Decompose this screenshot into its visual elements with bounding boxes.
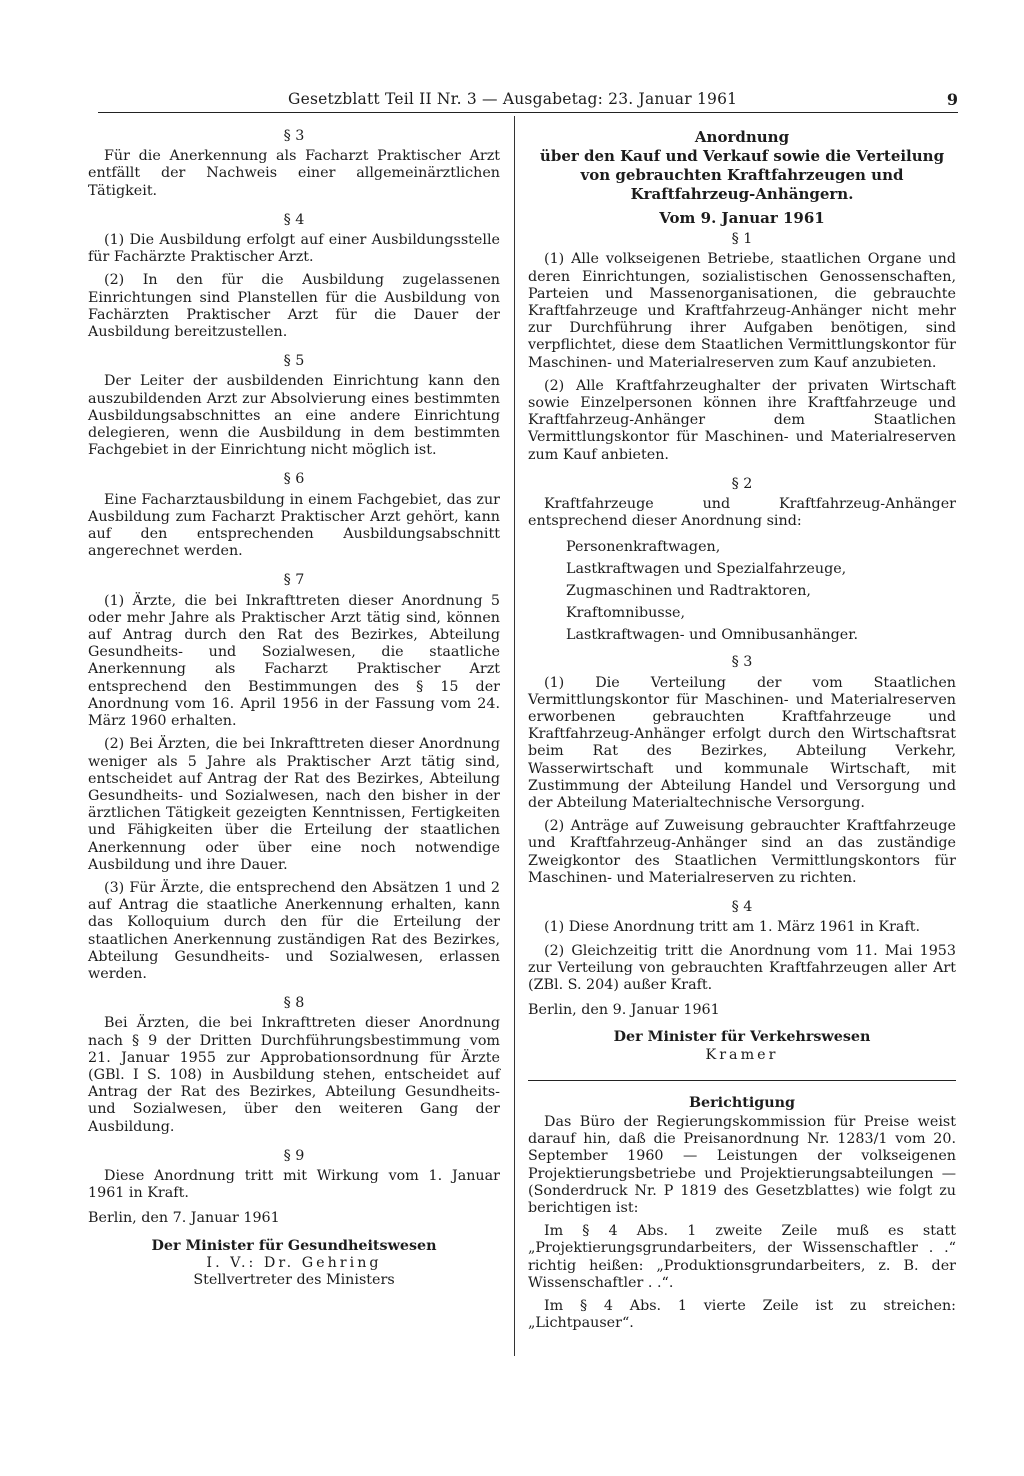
list-item: Kraftomnibusse, (566, 605, 686, 622)
section-heading: § 3 (731, 654, 753, 671)
title-line: über den Kauf und Verkauf sowie die Verteilung (539, 147, 945, 165)
signature-minister: Der Minister für Gesundheitswesen (151, 1237, 437, 1254)
section-heading: § 2 (731, 475, 753, 492)
signature-block (88, 1238, 500, 1290)
title-line: von gebrauchten Kraftfahrzeugen und (580, 166, 904, 184)
paragraph: Der Leiter der ausbildenden Einrichtung kann den auszubildenden Arzt zur Absolvierung eines bestimmten Ausbildungsabschnittes an eine andere Einrichtung delegieren, wenn die Ausbildung in dem bestimmten Fachgebiet in der Einrichtung nicht möglich ist. (88, 373, 500, 459)
paragraph: (2) Gleichzeitig tritt die Anordnung vom 11. Mai 1953 zur Verteilung von gebrauchten Kraftfahrzeugen aller Art (ZBl. S. 204) außer Kraft. (528, 942, 956, 993)
list-item: Zugmaschinen und Radtraktoren, (566, 583, 811, 600)
paragraph: (1) Diese Anordnung tritt am 1. März 1961 in Kraft. (544, 919, 921, 936)
signature-minister: Der Minister für Verkehrswesen (613, 1029, 871, 1046)
section-heading: § 4 (731, 899, 753, 916)
header-title: Gesetzblatt Teil II Nr. 3 — Ausgabetag: 23. Januar 1961 (288, 90, 738, 108)
paragraph: (2) In den für die Ausbildung zugelassenen Einrichtungen sind Planstellen für die Ausbildung von Fachärzten Praktischer Arzt für die Dauer der Ausbildung bereitzustellen. (88, 272, 500, 341)
section-heading: § 1 (731, 231, 753, 248)
section-heading: § 4 (283, 211, 305, 228)
place-date: Berlin, den 9. Januar 1961 (528, 1002, 720, 1019)
paragraph: (2) Bei Ärzten, die bei Inkrafttreten dieser Anordnung weniger als 5 Jahre als Praktischer Arzt tätig sind, entscheidet auf Antrag der Rat des Bezirkes, Abteilung Gesundheits- und Sozialwesen, nach den bisher in der ärztlichen Tätigkeit gezeigten Kenntnissen, Fertigkeiten und Fähigkeiten über die Erteilung der staatlichen Anerkennung oder über eine noch notwendige Ausbildung und ihre Dauer. (88, 736, 500, 873)
right-column (528, 128, 956, 1338)
correction-heading: Berichtigung (688, 1094, 796, 1111)
signature-block (528, 1029, 956, 1063)
signature-name: I. V.: Dr. Gehring (206, 1254, 382, 1271)
page-header (98, 88, 958, 114)
vehicle-list (566, 536, 956, 646)
list-item: Personenkraftwagen, (566, 539, 721, 556)
paragraph: Im § 4 Abs. 1 zweite Zeile muß es statt „Projektierungsgrundarbeiters, der Wissenschaftler . .“ richtig heißen: „Produktionsgrundarbeiters, z. B. der Wissenschaftler . .“. (528, 1223, 956, 1291)
signature-name: Kramer (705, 1046, 779, 1063)
paragraph: Kraftfahrzeuge und Kraftfahrzeug-Anhänger entsprechend dieser Anordnung sind: (528, 496, 956, 530)
paragraph: (3) Für Ärzte, die entsprechend den Absätzen 1 und 2 auf Antrag die staatliche Anerkennung erhalten, kann das Kolloquium durch den für die Erteilung der staatlichen Anerkennung zuständigen Rat des Bezirkes, Abteilung Gesundheits- und Sozialwesen, erlassen werden. (88, 879, 500, 982)
header-rule (98, 112, 958, 113)
paragraph: Eine Facharztausbildung in einem Fachgebiet, das zur Ausbildung zum Facharzt Praktischer Arzt gehört, kann auf den entsprechenden Ausbildungsabschnitt angerechnet werden. (88, 491, 500, 560)
title-line: Anordnung (694, 128, 790, 146)
title-line: Kraftfahrzeug-Anhängern. (630, 185, 854, 203)
ordinance-date: Vom 9. Januar 1961 (659, 209, 825, 227)
paragraph: Bei Ärzten, die bei Inkrafttreten dieser Anordnung nach § 9 der Dritten Durchführungsbestimmung vom 21. Januar 1955 zur Approbationsordnung für Ärzte (GBl. I S. 108) in Ausbildung stehen, entscheidet auf Antrag der Rat des Bezirkes, Abteilung Gesundheits- und Sozialwesen, über den weiteren Gang der Ausbildung. (88, 1015, 500, 1135)
list-item: Lastkraftwagen und Spezialfahrzeuge, (566, 561, 847, 578)
paragraph: (2) Anträge auf Zuweisung gebrauchter Kraftfahrzeuge und Kraftfahrzeug-Anhänger sind an das zuständige Zweigkontor des Staatlichen Vermittlungskontors für Maschinen- und Materialreserven zu richten. (528, 818, 956, 886)
section-heading: § 9 (283, 1147, 305, 1164)
paragraph: (1) Die Verteilung der vom Staatlichen Vermittlungskontor für Maschinen- und Materialreserven erworbenen gebrauchten Kraftfahrzeuge und Kraftfahrzeug-Anhänger erfolgt durch den Wirtschaftsrat beim Rat des Bezirkes, Abteilung Verkehr, Wasserwirtschaft und kommunale Wirtschaft, mit Zustimmung der Abteilung Handel und Versorgung und der Abteilung Materialtechnische Versorgung. (528, 674, 956, 812)
paragraph: (1) Die Ausbildung erfolgt auf einer Ausbildungsstelle für Fachärzte Praktischer Arzt. (88, 232, 500, 266)
paragraph: (2) Alle Kraftfahrzeughalter der privaten Wirtschaft sowie Einzelpersonen können ihre Kraftfahrzeuge und Kraftfahrzeug-Anhänger dem Staatlichen Vermittlungskontor für Maschinen- und Materialreserven zum Kauf anbieten. (528, 377, 956, 463)
list-item: Lastkraftwagen- und Omnibusanhänger. (566, 627, 859, 644)
left-column (88, 128, 500, 1289)
section-heading: § 5 (283, 353, 305, 370)
section-heading: § 7 (283, 572, 305, 589)
ordinance-title (528, 128, 956, 204)
section-heading: § 6 (283, 471, 305, 488)
paragraph: Im § 4 Abs. 1 vierte Zeile ist zu streichen: „Lichtpauser“. (528, 1297, 956, 1332)
paragraph: Diese Anordnung tritt mit Wirkung vom 1. Januar 1961 in Kraft. (88, 1167, 500, 1202)
place-date: Berlin, den 7. Januar 1961 (88, 1210, 280, 1227)
paragraph: Für die Anerkennung als Facharzt Praktischer Arzt entfällt der Nachweis einer allgemeinärztlichen Tätigkeit. (88, 148, 500, 199)
section-heading: § 3 (283, 128, 305, 144)
column-divider (514, 116, 515, 1356)
section-rule (528, 1080, 956, 1081)
section-heading: § 8 (283, 995, 305, 1012)
paragraph: (1) Alle volkseigenen Betriebe, staatlichen Organe und deren Einrichtungen, sozialistischen Genossenschaften, Parteien und Massenorganisationen, die gebrauchte Kraftfahrzeuge und Kraftfahrzeug-Anhänger nicht mehr zur Durchführung ihrer Aufgaben benötigen, sind verpflichtet, diese dem Staatlichen Vermittlungskontor für Maschinen- und Materialreserven zum Kauf anzubieten. (528, 251, 956, 371)
paragraph: (1) Ärzte, die bei Inkrafttreten dieser Anordnung 5 oder mehr Jahre als Praktischer Arzt tätig sind, können auf Antrag durch den Rat des Bezirkes, Abteilung Gesundheits- und Sozialwesen, die staatliche Anerkennung als Facharzt Praktischer Arzt entsprechend den Bestimmungen des § 15 der Anordnung vom 16. April 1956 in der Fassung vom 24. März 1960 erhalten. (88, 592, 500, 730)
page-number: 9 (946, 90, 958, 109)
signature-role: Stellvertreter des Ministers (193, 1271, 395, 1288)
paragraph: Das Büro der Regierungskommission für Preise weist darauf hin, daß die Preisanordnung Nr. 1283/1 vom 20. September 1960 — Leistungen der volkseigenen Projektierungsbetriebe und Projektierungsabteilungen — (Sonderdruck Nr. P 1819 des Gesetzblattes) wie folgt zu berichtigen ist: (528, 1113, 956, 1216)
